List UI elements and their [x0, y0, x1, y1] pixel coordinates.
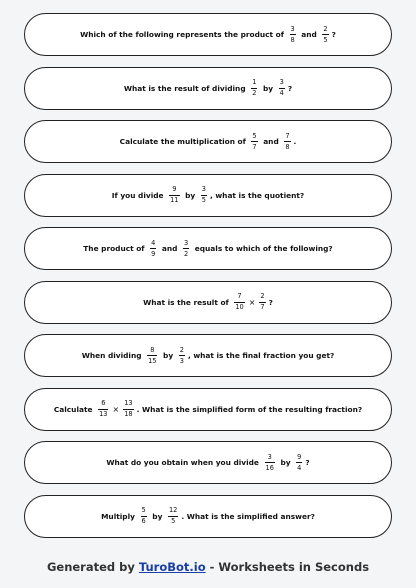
fraction-bar: [284, 141, 290, 142]
question-text-segment: ?: [305, 458, 310, 467]
fraction-denominator: 8: [285, 142, 290, 151]
fraction-bar: [183, 248, 189, 249]
fraction-numerator: 12: [168, 506, 178, 515]
question-card: [24, 334, 392, 377]
question-text-segment: , what is the quotient?: [209, 190, 305, 200]
question-text-segment: Calculate the multiplication of: [119, 137, 249, 146]
question-text-segment: Which of the following represents the product of: [80, 30, 287, 39]
fraction-denominator: 7: [260, 303, 265, 311]
fraction-denominator: 3: [179, 356, 184, 365]
fraction-numerator: 9: [297, 452, 302, 461]
fraction-numerator: 3: [201, 185, 206, 194]
question-text-segment: If you divide: [111, 190, 167, 200]
fraction-denominator: 8: [290, 35, 295, 44]
fraction: [169, 186, 179, 203]
fraction: [183, 240, 189, 257]
question-text-segment: Calculate: [53, 404, 96, 414]
fraction: [234, 293, 244, 310]
fraction: [147, 347, 157, 364]
multiply-sign: ×: [112, 404, 120, 414]
multiply-sign: ×: [248, 297, 256, 307]
question-text-segment: What do you obtain when you divide: [106, 458, 262, 467]
fraction-denominator: 13: [99, 410, 108, 418]
fraction-numerator: 8: [150, 345, 155, 354]
fraction-bar: [150, 248, 156, 249]
question-text-segment: by: [149, 511, 165, 521]
question-text-segment: . What is the simplified answer?: [181, 511, 315, 521]
turobot-link[interactable]: TuroBot.io: [138, 560, 206, 574]
question-card: [24, 13, 392, 56]
question-text-segment: by: [160, 351, 176, 360]
fraction: [123, 400, 133, 417]
fraction: [251, 79, 257, 96]
question-text-segment: When dividing: [81, 351, 145, 360]
question-text-segment: ?: [268, 297, 273, 307]
question-text: [80, 26, 336, 43]
fraction: [290, 26, 296, 43]
question-text-segment: The product of: [83, 244, 148, 253]
question-text-segment: ?: [287, 83, 293, 93]
question-card: [24, 227, 392, 270]
fraction: [284, 133, 290, 150]
fraction-bar: [290, 34, 296, 35]
footer-prefix: Generated by: [46, 560, 139, 574]
question-text-segment: . What is the simplified form of the resulting fraction?: [136, 404, 363, 414]
fraction-denominator: 11: [170, 196, 179, 204]
question-card: [24, 388, 392, 431]
fraction-bar: [147, 355, 157, 356]
fraction: [98, 400, 108, 417]
fraction-numerator: 13: [124, 399, 133, 408]
fraction-denominator: 10: [235, 303, 244, 311]
question-card: [24, 281, 392, 324]
footer-suffix: - Worksheets in Seconds: [205, 560, 370, 574]
question-text-segment: equals to which of the following?: [192, 244, 333, 253]
question-text: [101, 507, 315, 524]
fraction-denominator: 18: [124, 410, 133, 418]
question-card: [24, 174, 392, 217]
question-text-segment: and: [159, 244, 180, 253]
fraction: [279, 79, 285, 96]
fraction-denominator: 2: [183, 249, 189, 258]
fraction-numerator: 2: [323, 24, 328, 33]
fraction: [179, 347, 185, 364]
question-text: [54, 400, 362, 417]
question-text: [120, 133, 297, 150]
question-text-segment: .: [293, 137, 297, 146]
fraction: [168, 507, 178, 524]
fraction-denominator: 5: [323, 35, 328, 44]
fraction-numerator: 3: [290, 24, 295, 33]
fraction-numerator: 9: [172, 185, 177, 194]
question-text: [143, 293, 273, 310]
fraction-denominator: 6: [141, 517, 146, 525]
fraction-numerator: 3: [267, 452, 272, 461]
question-text-segment: , what is the final fraction you get?: [187, 351, 335, 360]
question-text-segment: What is the result of dividing: [123, 83, 249, 93]
question-text: [112, 186, 304, 203]
fraction-bar: [265, 462, 275, 463]
fraction-numerator: 5: [252, 131, 257, 140]
question-card: [24, 67, 392, 110]
question-text: [83, 240, 332, 257]
fraction: [251, 133, 257, 150]
fraction: [296, 454, 302, 471]
fraction-numerator: 6: [101, 399, 106, 408]
fraction: [201, 186, 207, 203]
fraction-numerator: 4: [151, 238, 156, 247]
fraction-denominator: 9: [151, 249, 156, 258]
question-card: [24, 441, 392, 484]
fraction-numerator: 3: [279, 78, 284, 87]
question-text-segment: ?: [331, 30, 336, 39]
question-text-segment: by: [260, 83, 276, 93]
fraction-numerator: 5: [141, 506, 146, 515]
fraction: [141, 507, 147, 524]
question-card: [24, 120, 392, 163]
fraction-denominator: 2: [252, 89, 257, 97]
fraction-numerator: 7: [285, 131, 290, 140]
footer: [0, 560, 416, 574]
fraction-bar: [296, 462, 302, 463]
question-text-segment: What is the result of: [143, 297, 232, 307]
question-card: [24, 495, 392, 538]
question-list: [24, 13, 392, 548]
fraction: [259, 293, 265, 310]
fraction: [150, 240, 156, 257]
question-text-segment: by: [182, 190, 198, 200]
fraction-numerator: 3: [183, 238, 189, 247]
fraction-bar: [322, 34, 328, 35]
question-text: [124, 79, 292, 96]
question-text: [82, 347, 335, 364]
fraction-denominator: 15: [148, 356, 157, 365]
fraction-bar: [251, 141, 257, 142]
question-text: [106, 454, 309, 471]
fraction-numerator: 2: [260, 292, 265, 301]
fraction-numerator: 1: [252, 78, 257, 87]
fraction-denominator: 16: [265, 463, 274, 472]
fraction: [265, 454, 275, 471]
fraction: [322, 26, 328, 43]
fraction-denominator: 4: [279, 89, 284, 97]
question-text-segment: Multiply: [101, 511, 138, 521]
fraction-denominator: 5: [171, 517, 176, 525]
fraction-denominator: 5: [201, 196, 206, 204]
fraction-numerator: 7: [237, 292, 242, 301]
fraction-bar: [179, 355, 185, 356]
fraction-numerator: 2: [179, 345, 184, 354]
fraction-denominator: 7: [252, 142, 257, 151]
question-text-segment: and: [260, 137, 282, 146]
fraction-denominator: 4: [297, 463, 302, 472]
question-text-segment: and: [298, 30, 320, 39]
question-text-segment: by: [277, 458, 294, 467]
